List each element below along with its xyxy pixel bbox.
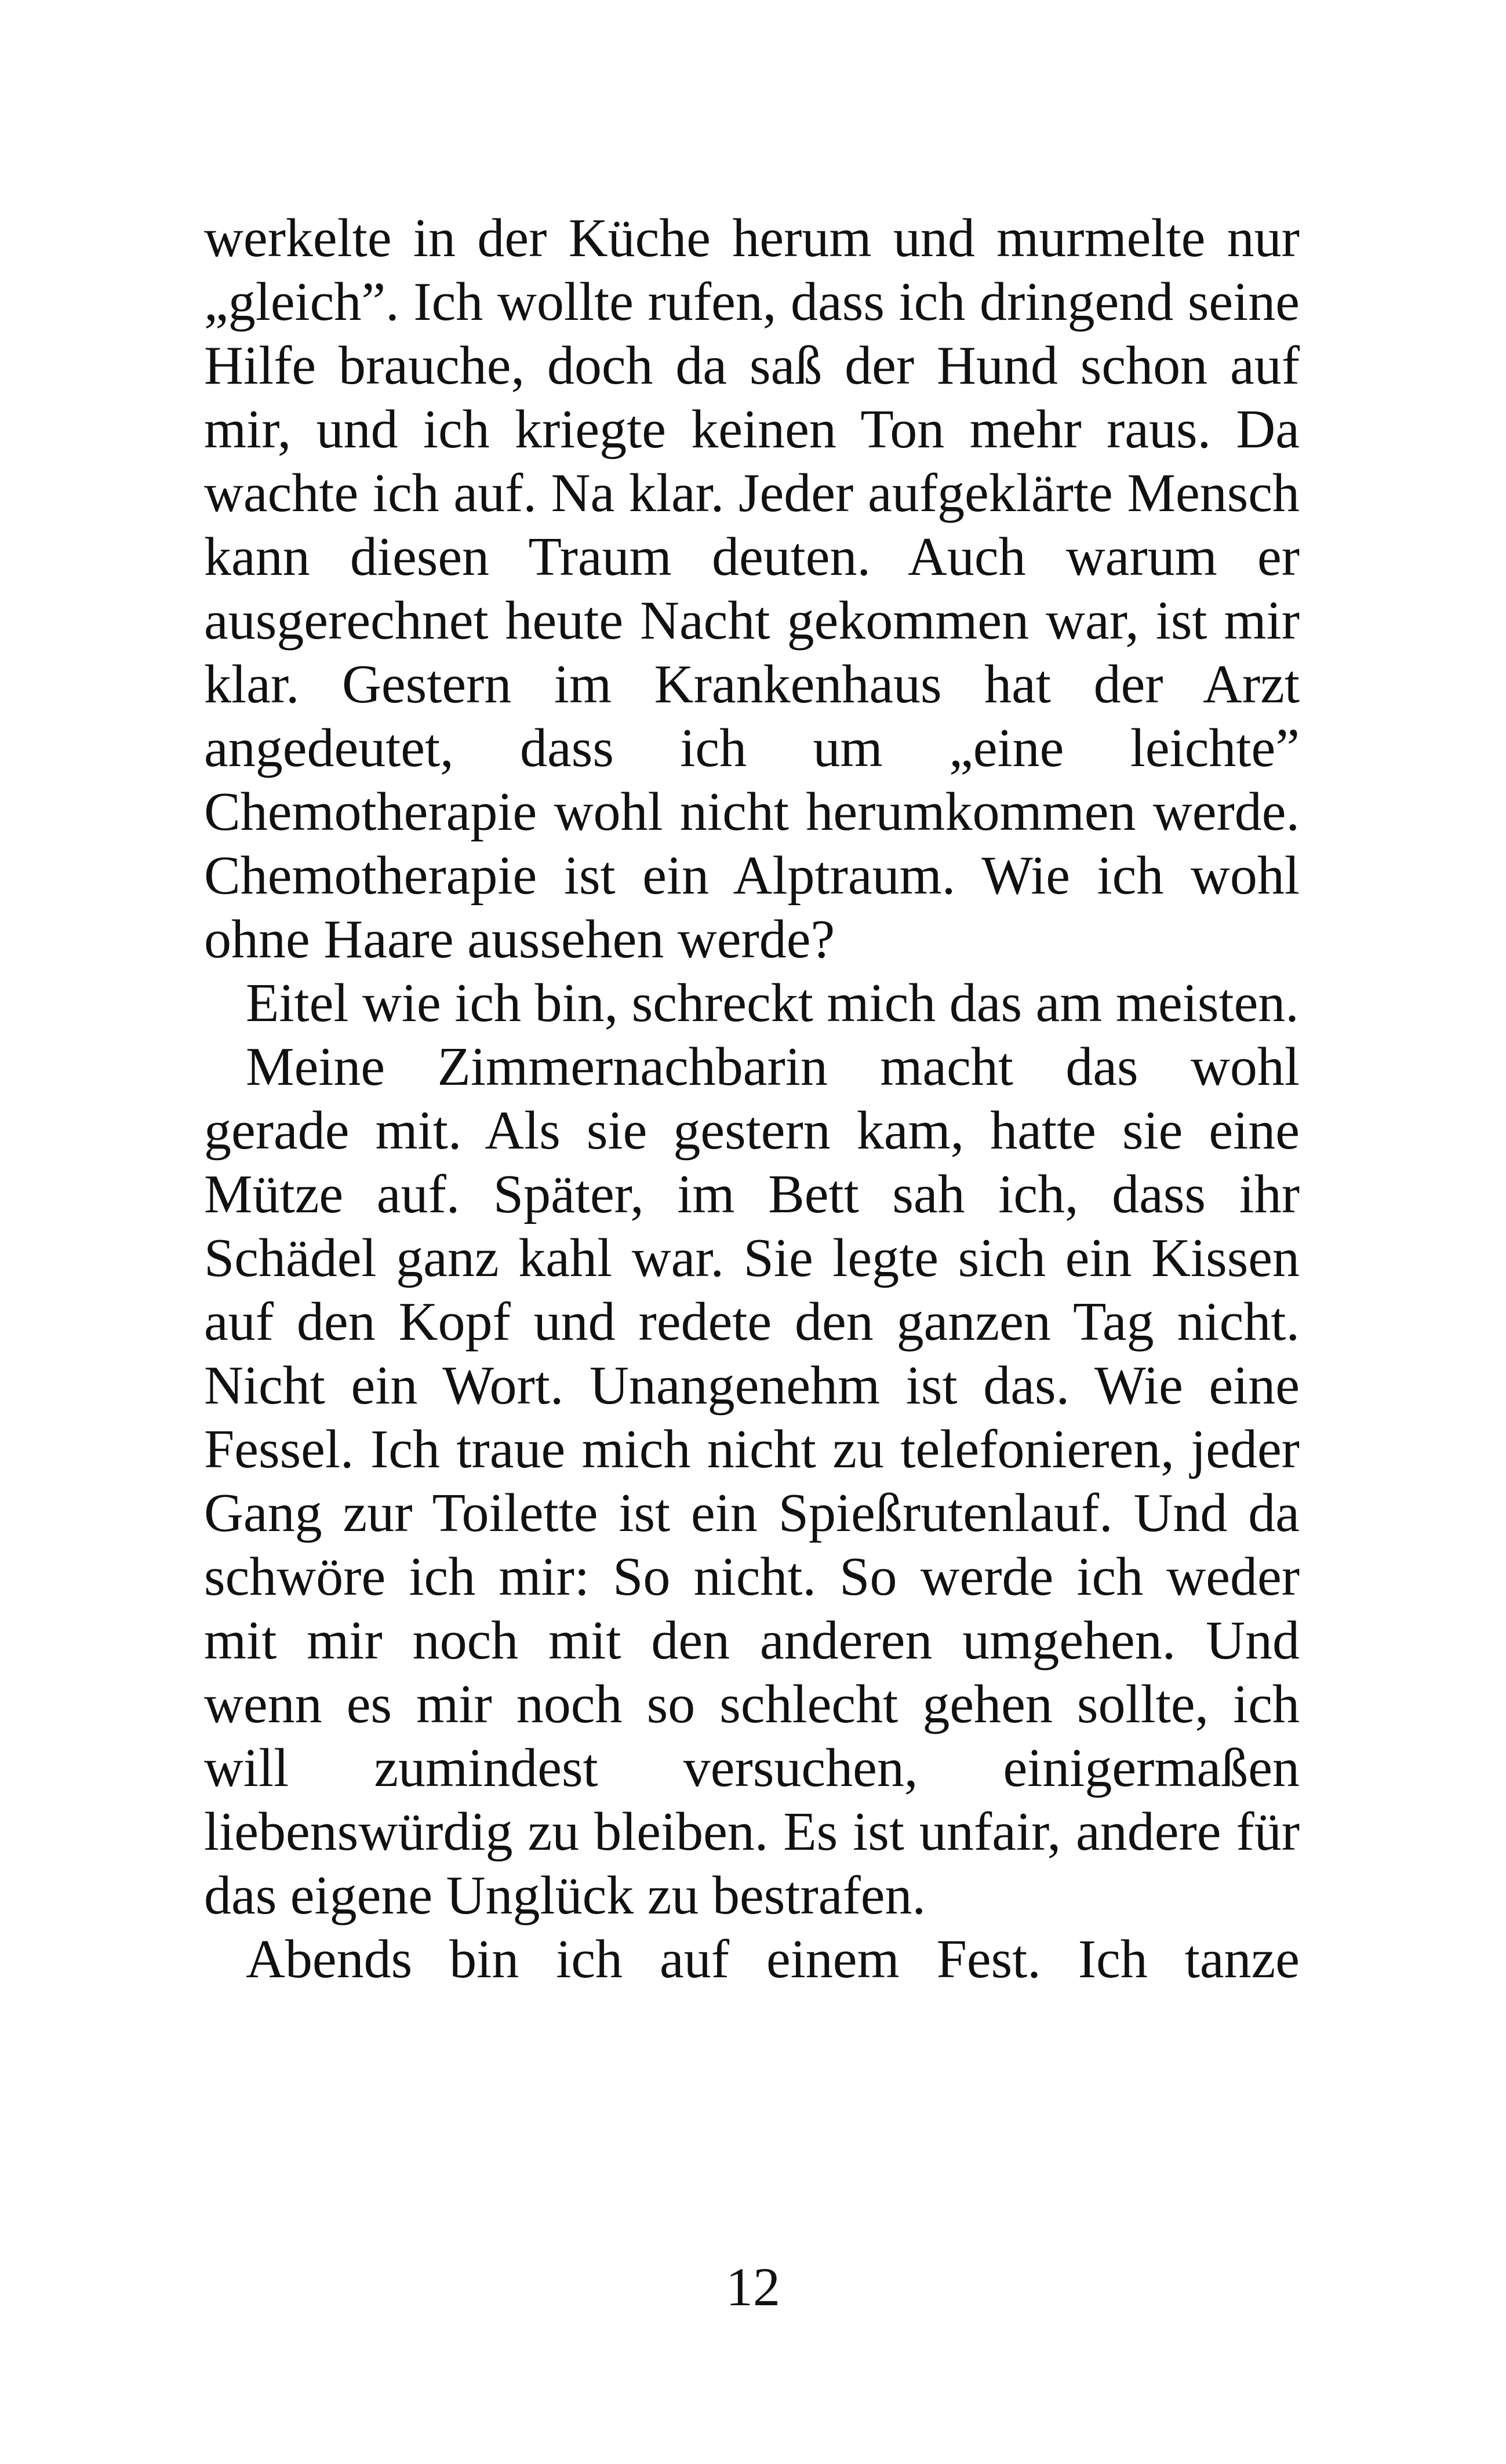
paragraph-3: Meine Zimmernachbarin macht das wohl gerade mit. Als sie gestern kam, hatte sie eine Mütze auf. Später, im Bett sah ich, dass ihr Schädel ganz kahl war. Sie legte sich ein Kissen auf den Kopf und redete den ganzen Tag nicht. Nicht ein Wort. Unangenehm ist das. Wie eine Fessel. Ich traue mich nicht zu telefonieren, jeder Gang zur Toilette ist ein Spießrutenlauf. Und da schwöre ich mir: So nicht. So werde ich weder mit mir noch mit den anderen umgehen. Und wenn es mir noch so schlecht gehen sollte, ich will zumindest versuchen, einigermaßen liebenswürdig zu bleiben. Es ist unfair, andere für das eigene Unglück zu bestrafen. (204, 1037, 1300, 1926)
body-text (204, 206, 1300, 1991)
paragraph-1: werkelte in der Küche herum und murmelte nur „gleich”. Ich wollte rufen, dass ich dringend seine Hilfe brauche, doch da saß der Hund schon auf mir, und ich kriegte keinen Ton mehr raus. Da wachte ich auf. Na klar. Jeder aufgeklärte Mensch kann diesen Traum deuten. Auch warum er ausgerechnet heute Nacht gekommen war, ist mir klar. Gestern im Krankenhaus hat der Arzt angedeutet, dass ich um „eine leichte” Chemotherapie wohl nicht herumkommen werde. Chemotherapie ist ein Alptraum. Wie ich wohl ohne Haare aussehen werde? (204, 208, 1300, 969)
page-number: 12 (726, 2257, 780, 2317)
paragraph-2: Eitel wie ich bin, schreckt mich das am meisten. (246, 973, 1299, 1033)
paragraph-4: Abends bin ich auf einem Fest. Ich tanze (246, 1929, 1300, 1989)
